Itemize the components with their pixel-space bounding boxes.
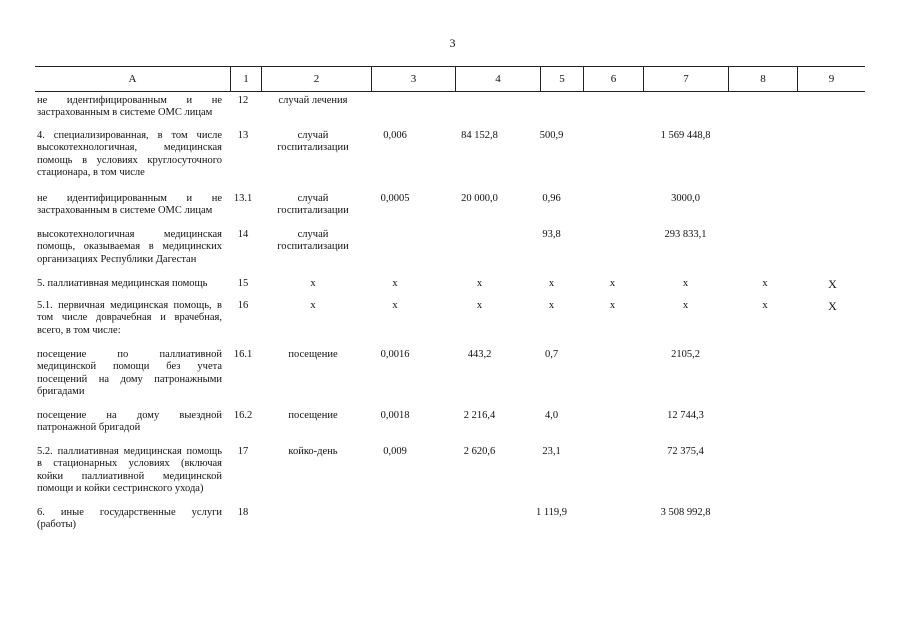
row-description: 6. иные государственные услуги (работы) bbox=[37, 507, 222, 531]
row-col4: х bbox=[476, 278, 483, 289]
row-unit: койко-день bbox=[288, 446, 338, 457]
row-description: высокотехнологичная медицинская помощь, оказываемая в медицинских организациях Республики Дагестан bbox=[37, 229, 222, 265]
row-col4: х bbox=[476, 300, 483, 311]
page-number: 3 bbox=[449, 36, 456, 50]
row-col3: 0,006 bbox=[383, 130, 407, 141]
row-col3: 0,009 bbox=[383, 446, 407, 457]
row-col4: 84 152,8 bbox=[461, 130, 498, 141]
header-col-8: 8 bbox=[728, 67, 797, 91]
row-col7: 12 744,3 bbox=[667, 410, 704, 421]
row-description: не идентифицированным и не застрахованным в системе ОМС лицам bbox=[37, 95, 222, 119]
row-col7: 72 375,4 bbox=[667, 446, 704, 457]
row-number: 12 bbox=[237, 95, 249, 106]
header-col-5: 5 bbox=[540, 67, 583, 91]
row-col3: 0,0016 bbox=[380, 349, 410, 360]
row-col7: 3 508 992,8 bbox=[660, 507, 711, 518]
row-col8: х bbox=[762, 300, 768, 311]
row-description: посещение по паллиативной медицинской помощи без учета посещений на дому патронажными бригадами bbox=[37, 349, 222, 397]
table-header bbox=[35, 66, 865, 92]
header-col-a: А bbox=[128, 73, 137, 85]
row-description: 4. специализированная, в том числе высокотехнологичная, медицинская помощь в условиях круглосуточного стационара, в том числе bbox=[37, 130, 222, 178]
row-unit: случай госпитализации bbox=[277, 130, 349, 154]
header-col-4: 4 bbox=[455, 67, 540, 91]
row-number: 14 bbox=[237, 229, 249, 240]
row-col3: 0,0005 bbox=[380, 193, 410, 204]
row-unit: посещение bbox=[288, 410, 338, 421]
row-col7: х bbox=[682, 278, 689, 289]
row-col6: х bbox=[609, 278, 616, 289]
row-unit: посещение bbox=[288, 349, 338, 360]
row-col9: Х bbox=[828, 277, 837, 291]
header-col-2: 2 bbox=[261, 67, 371, 91]
row-unit: случай лечения bbox=[278, 95, 348, 106]
row-col4: 443,2 bbox=[467, 349, 492, 360]
row-number: 16.2 bbox=[233, 410, 253, 421]
row-col5: х bbox=[548, 300, 555, 311]
row-col5: 500,9 bbox=[539, 130, 564, 141]
row-col7: х bbox=[682, 300, 689, 311]
header-col-9: 9 bbox=[797, 67, 865, 91]
row-col3: 0,0018 bbox=[380, 410, 410, 421]
data-table bbox=[35, 66, 865, 531]
row-col6: х bbox=[609, 300, 616, 311]
row-unit: х bbox=[310, 278, 316, 289]
row-number: 13.1 bbox=[233, 193, 253, 204]
row-col4: 2 620,6 bbox=[463, 446, 496, 457]
row-col5: 0,7 bbox=[544, 349, 559, 360]
row-description: посещение на дому выездной патронажной бригадой bbox=[37, 410, 222, 434]
row-number: 15 bbox=[237, 278, 249, 289]
row-number: 13 bbox=[237, 130, 249, 141]
row-col7: 3000,0 bbox=[671, 193, 700, 204]
row-col3: х bbox=[392, 300, 398, 311]
row-number: 16 bbox=[237, 300, 249, 311]
row-col4: 20 000,0 bbox=[461, 193, 498, 204]
row-col4: 2 216,4 bbox=[463, 410, 496, 421]
row-description: 5. паллиативная медицинская помощь bbox=[37, 278, 208, 289]
row-col3: х bbox=[392, 278, 398, 289]
row-col9: Х bbox=[828, 299, 837, 313]
row-number: 16.1 bbox=[233, 349, 253, 360]
row-col5: х bbox=[548, 278, 555, 289]
row-col5: 93,8 bbox=[542, 229, 561, 240]
row-description: не идентифицированным и не застрахованным в системе ОМС лицам bbox=[37, 193, 222, 217]
row-unit: случай госпитализации bbox=[277, 193, 349, 217]
header-col-6: 6 bbox=[583, 67, 643, 91]
row-col7: 293 833,1 bbox=[664, 229, 707, 240]
row-col8: х bbox=[762, 278, 768, 289]
row-col5: 4,0 bbox=[544, 410, 559, 421]
row-unit: случай госпитализации bbox=[277, 229, 349, 253]
row-unit: х bbox=[310, 300, 316, 311]
header-col-3: 3 bbox=[371, 67, 455, 91]
row-col5: 0,96 bbox=[542, 193, 561, 204]
header-col-1: 1 bbox=[230, 67, 261, 91]
row-number: 18 bbox=[237, 507, 249, 518]
row-col7: 1 569 448,8 bbox=[660, 130, 711, 141]
header-col-7: 7 bbox=[643, 67, 728, 91]
row-col7: 2105,2 bbox=[671, 349, 700, 360]
row-description: 5.2. паллиативная медицинская помощь в стационарных условиях (включая койки паллиативной медицинской помощи и койки сестринского ухода) bbox=[37, 446, 222, 494]
row-number: 17 bbox=[237, 446, 249, 457]
row-col5: 23,1 bbox=[542, 446, 561, 457]
row-description: 5.1. первичная медицинская помощь, в том числе доврачебная и врачебная, всего, в том числе: bbox=[37, 300, 222, 336]
row-col5: 1 119,9 bbox=[535, 507, 568, 518]
